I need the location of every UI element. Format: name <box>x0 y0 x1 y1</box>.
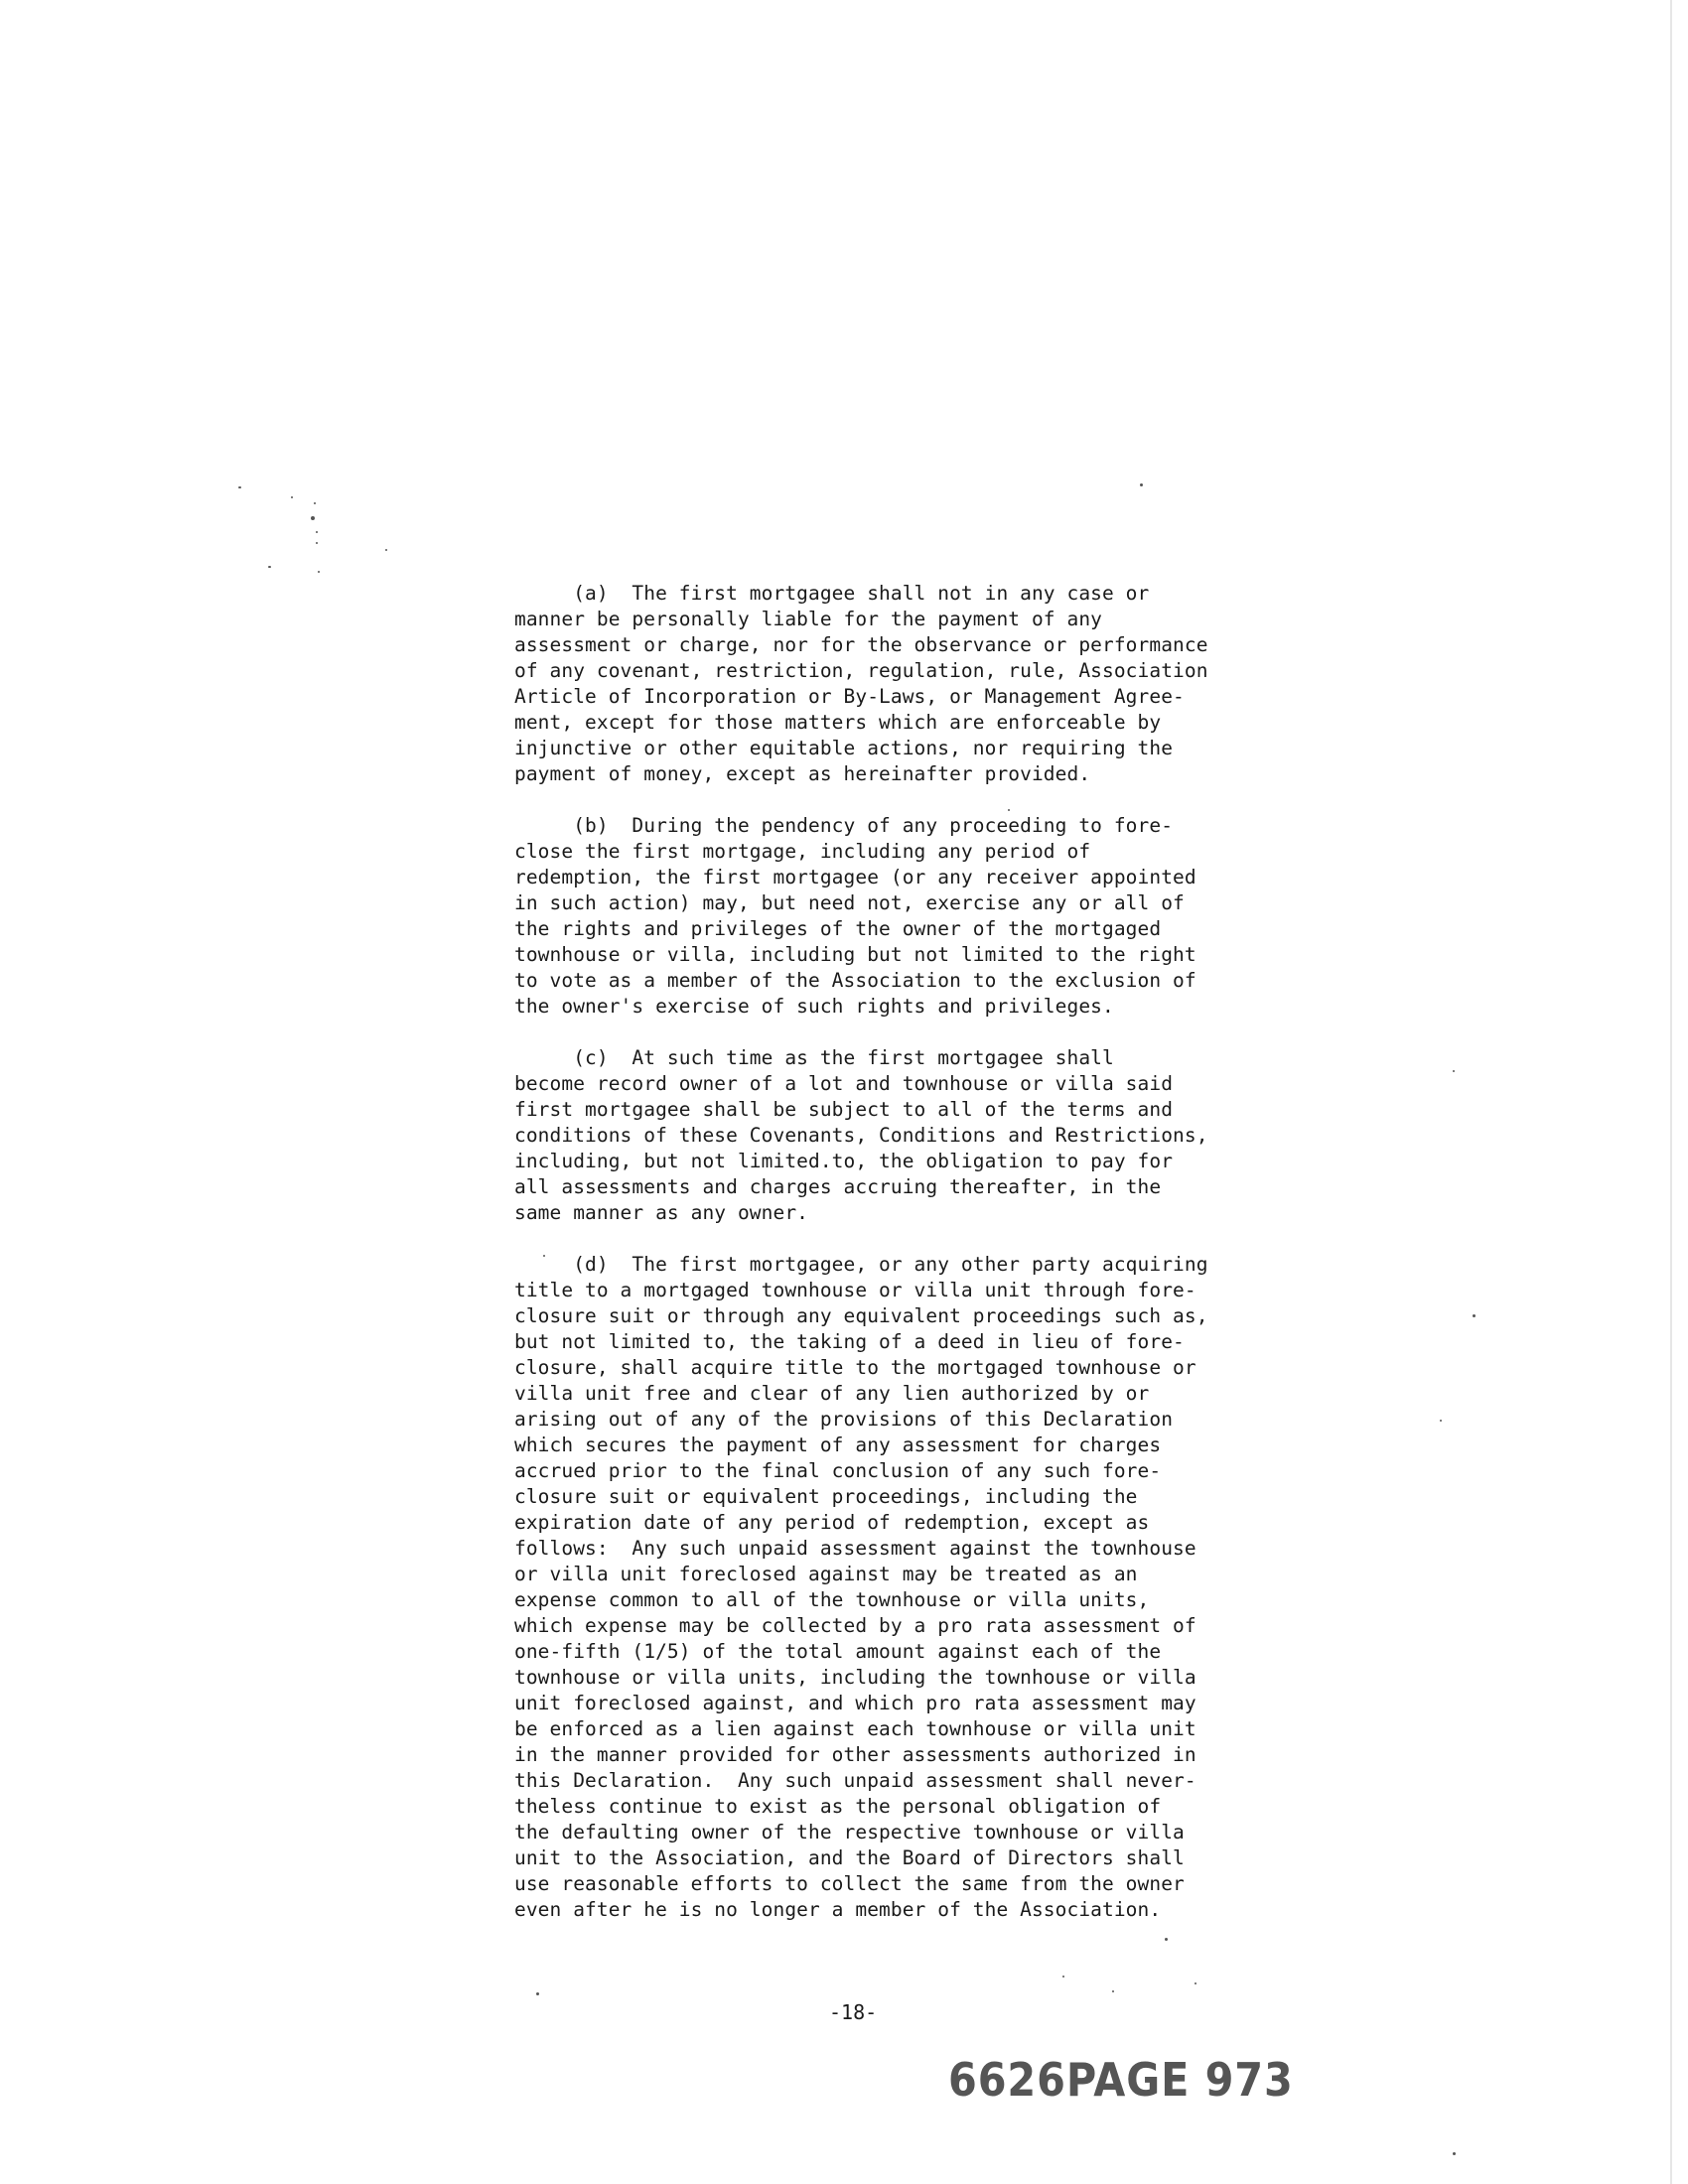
text-line: (b) During the pendency of any proceeding to fore- <box>514 814 1174 837</box>
page-number: -18- <box>829 2000 878 2024</box>
text-line: closure suit or through any equivalent proceedings such as, <box>514 1304 1208 1327</box>
text-line: title to a mortgaged townhouse or villa unit through fore- <box>514 1279 1196 1301</box>
text-line: first mortgagee shall be subject to all of the terms and <box>514 1098 1174 1121</box>
text-line: (a) The first mortgagee shall not in any case or <box>514 582 1150 605</box>
scan-edge <box>1670 0 1672 2184</box>
text-line: all assessments and charges accruing thereafter, in the <box>514 1175 1162 1198</box>
text-line: become record owner of a lot and townhouse or villa said <box>514 1072 1174 1095</box>
text-line: the defaulting owner of the respective townhouse or villa <box>514 1821 1185 1843</box>
text-line: of any covenant, restriction, regulation, rule, Association <box>514 659 1208 682</box>
text-line: ment, except for those matters which are enforceable by <box>514 711 1162 734</box>
text-line: even after he is no longer a member of the Association. <box>514 1898 1162 1921</box>
text-line: close the first mortgage, including any period of <box>514 840 1091 863</box>
paragraph-d <box>514 1252 1279 1923</box>
text-line: in such action) may, but need not, exercise any or all of <box>514 891 1185 914</box>
paragraph-c <box>514 1045 1279 1226</box>
text-line: conditions of these Covenants, Conditions and Restrictions, <box>514 1124 1208 1147</box>
text-line: closure suit or equivalent proceedings, including the <box>514 1485 1138 1508</box>
text-line: unit foreclosed against, and which pro rata assessment may <box>514 1692 1196 1714</box>
text-line: be enforced as a lien against each townhouse or villa unit <box>514 1717 1196 1740</box>
text-line: (c) At such time as the first mortgagee shall <box>514 1046 1114 1069</box>
text-line: use reasonable efforts to collect the same from the owner <box>514 1872 1185 1895</box>
text-line: same manner as any owner. <box>514 1201 808 1224</box>
text-line: (d) The first mortgagee, or any other party acquiring <box>514 1253 1208 1276</box>
text-line: townhouse or villa units, including the townhouse or villa <box>514 1666 1196 1689</box>
book-page-stamp: 6626PAGE 973 <box>948 2053 1294 2107</box>
text-line: townhouse or villa, including but not limited to the right <box>514 943 1196 966</box>
text-line: to vote as a member of the Association to the exclusion of <box>514 969 1196 992</box>
text-line: closure, shall acquire title to the mortgaged townhouse or <box>514 1356 1196 1379</box>
text-line: injunctive or other equitable actions, nor requiring the <box>514 737 1174 759</box>
text-line: follows: Any such unpaid assessment against the townhouse <box>514 1537 1196 1560</box>
text-line: one-fifth (1/5) of the total amount against each of the <box>514 1640 1162 1663</box>
text-line: which expense may be collected by a pro rata assessment of <box>514 1614 1196 1637</box>
text-line: unit to the Association, and the Board of Directors shall <box>514 1846 1185 1869</box>
text-line: expense common to all of the townhouse or villa units, <box>514 1588 1150 1611</box>
text-line: in the manner provided for other assessments authorized in <box>514 1743 1196 1766</box>
text-line: Article of Incorporation or By-Laws, or Management Agree- <box>514 685 1185 708</box>
paragraph-b <box>514 813 1279 1020</box>
text-line: theless continue to exist as the personal obligation of <box>514 1795 1162 1818</box>
text-line: the owner's exercise of such rights and privileges. <box>514 995 1114 1018</box>
text-line: including, but not limited.to, the obligation to pay for <box>514 1150 1174 1172</box>
text-line: assessment or charge, nor for the observance or performance <box>514 633 1208 656</box>
text-line: manner be personally liable for the payment of any <box>514 608 1102 630</box>
text-line: redemption, the first mortgagee (or any receiver appointed <box>514 866 1196 888</box>
text-line: payment of money, except as hereinafter provided. <box>514 762 1091 785</box>
text-line: or villa unit foreclosed against may be treated as an <box>514 1563 1138 1585</box>
text-line: villa unit free and clear of any lien authorized by or <box>514 1382 1150 1405</box>
text-line: this Declaration. Any such unpaid assessment shall never- <box>514 1769 1196 1792</box>
text-line: the rights and privileges of the owner of the mortgaged <box>514 917 1162 940</box>
paragraph-a <box>514 581 1279 787</box>
document-body <box>514 581 1279 1949</box>
text-line: which secures the payment of any assessment for charges <box>514 1433 1162 1456</box>
text-line: accrued prior to the final conclusion of any such fore- <box>514 1459 1162 1482</box>
text-line: but not limited to, the taking of a deed in lieu of fore- <box>514 1330 1185 1353</box>
text-line: arising out of any of the provisions of this Declaration <box>514 1408 1174 1431</box>
text-line: expiration date of any period of redemption, except as <box>514 1511 1150 1534</box>
